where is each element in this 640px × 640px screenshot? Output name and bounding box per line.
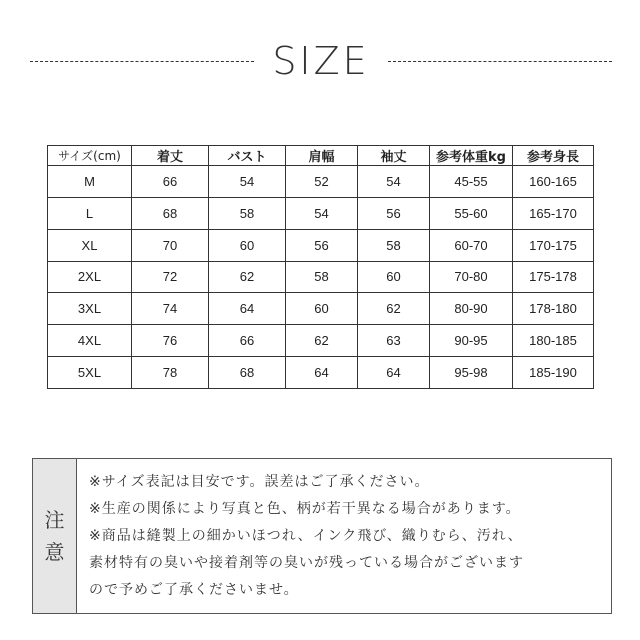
cell-height: 160-165 [513,166,594,198]
header-weight: 参考体重kg [430,146,513,166]
cell-sleeve: 56 [358,197,430,229]
cell-shoulder: 62 [286,325,358,357]
cell-shoulder: 56 [286,229,358,261]
notice-box [32,458,612,614]
header-length: 着丈 [132,146,209,166]
table-row [48,325,594,357]
cell-length: 66 [132,166,209,198]
cell-bust: 58 [209,197,286,229]
page-title: SIZE [272,39,370,83]
notice-body [77,459,611,613]
title-dash-right [388,61,612,62]
cell-shoulder: 64 [286,357,358,389]
cell-length: 70 [132,229,209,261]
table-header-row [48,146,594,166]
cell-sleeve: 64 [358,357,430,389]
table-row [48,293,594,325]
title-dash-left [30,61,254,62]
notice-line: ※生産の関係により写真と色、柄が若干異なる場合があります。 [89,501,521,517]
cell-height: 185-190 [513,357,594,389]
header-shoulder: 肩幅 [286,146,358,166]
cell-length: 76 [132,325,209,357]
cell-bust: 66 [209,325,286,357]
cell-bust: 64 [209,293,286,325]
cell-size: XL [48,229,132,261]
cell-size: 4XL [48,325,132,357]
table-row [48,261,594,293]
cell-weight: 80-90 [430,293,513,325]
cell-sleeve: 60 [358,261,430,293]
cell-height: 175-178 [513,261,594,293]
cell-shoulder: 58 [286,261,358,293]
header-bust: バスト [209,146,286,166]
notice-label-char: 注 [44,508,65,532]
cell-shoulder: 60 [286,293,358,325]
table-row [48,229,594,261]
table-row [48,357,594,389]
cell-weight: 90-95 [430,325,513,357]
cell-weight: 60-70 [430,229,513,261]
notice-line: ※商品は縫製上の細かいほつれ、インク飛び、織りむら、汚れ、 [89,528,523,544]
table-row [48,197,594,229]
cell-weight: 70-80 [430,261,513,293]
cell-bust: 62 [209,261,286,293]
cell-height: 170-175 [513,229,594,261]
header-sleeve: 袖丈 [358,146,430,166]
header-size: サイズ(cm) [48,146,132,166]
cell-size: M [48,166,132,198]
notice-line: ※サイズ表記は目安です。誤差はご了承ください。 [89,474,430,490]
cell-height: 165-170 [513,197,594,229]
cell-shoulder: 52 [286,166,358,198]
size-table [47,145,594,389]
cell-bust: 68 [209,357,286,389]
notice-line: 素材特有の臭いや接着剤等の臭いが残っている場合がございます [89,555,524,571]
cell-size: 5XL [48,357,132,389]
cell-bust: 54 [209,166,286,198]
cell-length: 72 [132,261,209,293]
cell-size: 3XL [48,293,132,325]
cell-weight: 45-55 [430,166,513,198]
cell-sleeve: 63 [358,325,430,357]
table-row [48,166,594,198]
cell-height: 178-180 [513,293,594,325]
notice-line: ので予めご了承くださいませ。 [89,582,299,598]
cell-size: L [48,197,132,229]
cell-sleeve: 58 [358,229,430,261]
cell-sleeve: 62 [358,293,430,325]
cell-bust: 60 [209,229,286,261]
header-height: 参考身長 [513,146,594,166]
cell-shoulder: 54 [286,197,358,229]
cell-sleeve: 54 [358,166,430,198]
notice-label-char: 意 [44,540,65,564]
cell-length: 78 [132,357,209,389]
title-row [30,36,612,86]
cell-weight: 95-98 [430,357,513,389]
cell-length: 68 [132,197,209,229]
cell-weight: 55-60 [430,197,513,229]
cell-size: 2XL [48,261,132,293]
cell-length: 74 [132,293,209,325]
cell-height: 180-185 [513,325,594,357]
notice-label [33,459,77,613]
